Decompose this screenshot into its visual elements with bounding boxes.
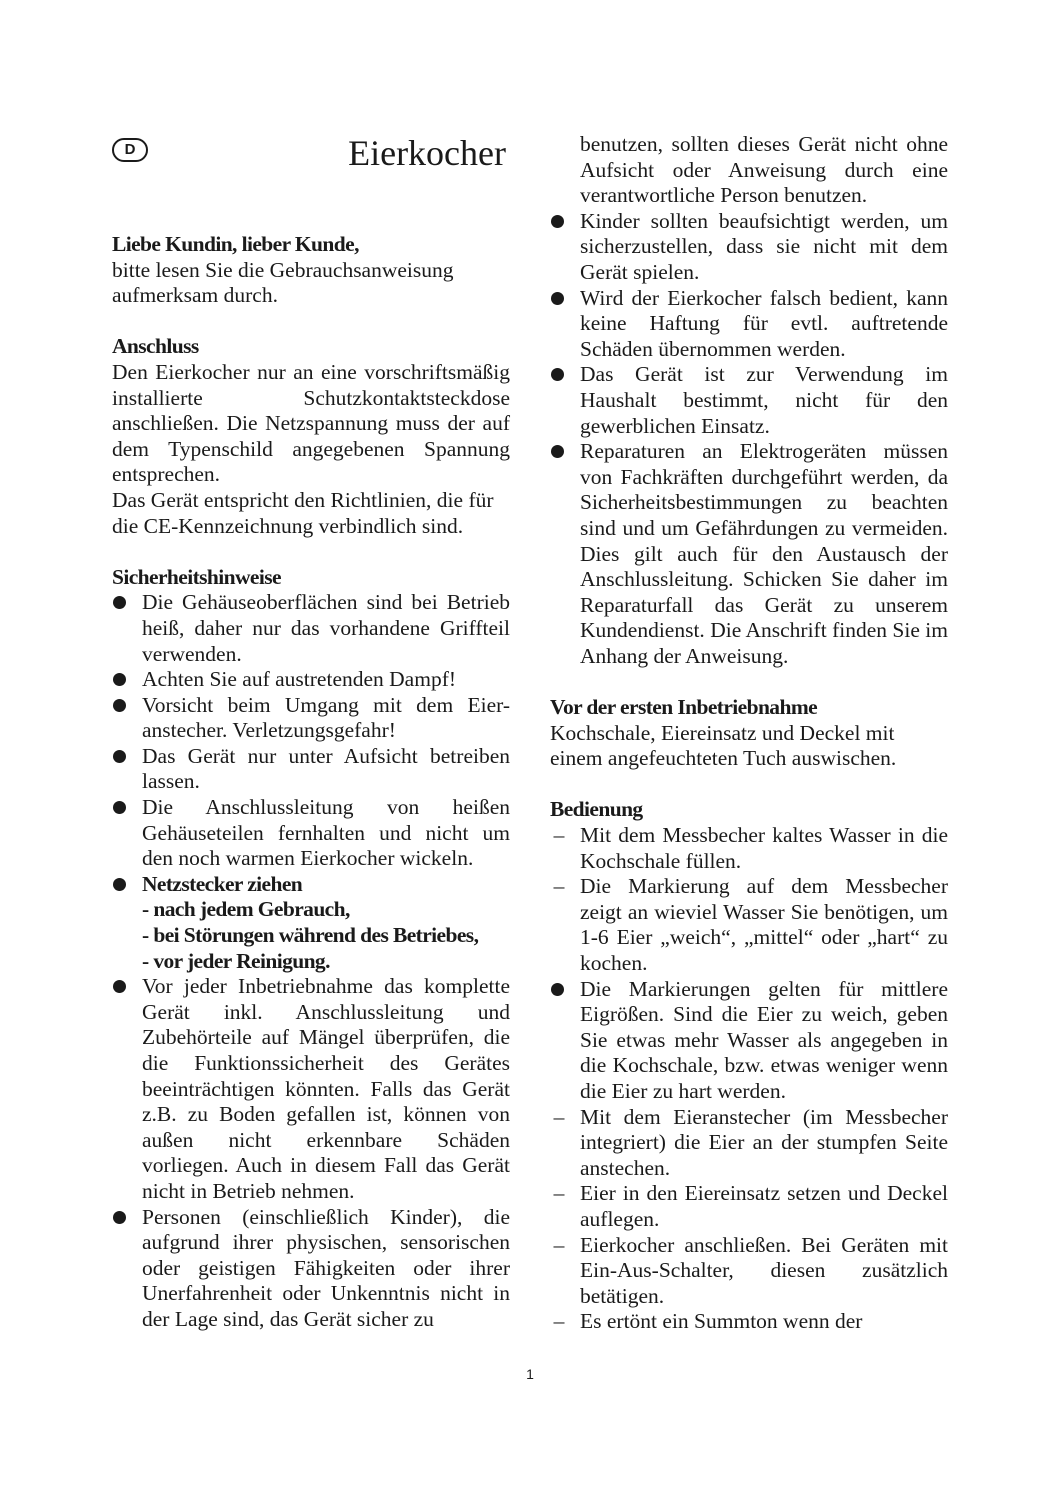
dash-marker: – bbox=[553, 1104, 565, 1129]
list-item-continuation: benutzen, sollten dieses Gerät nicht ohne Aufsicht oder Anweisung durch eine verantwortliche Person benutzen. bbox=[580, 132, 948, 208]
first-use-text: Kochschale, Eiereinsatz und Deckel mit einem angefeuchteten Tuch auswischen. bbox=[550, 720, 897, 771]
page-title: Eierkocher bbox=[348, 133, 506, 173]
unplug-title: Netzstecker ziehen bbox=[142, 871, 303, 896]
bullet-icon bbox=[113, 980, 126, 993]
bullet-icon bbox=[113, 699, 126, 712]
list-item: Die Markierungen gelten für mittlere Eigrößen. Sind die Eier zu weich, geben Sie etwas mehr Wasser als angegeben in die Kochschale, bzw. etwas weniger wenn die Eier zu hart werden. bbox=[550, 977, 948, 1105]
first-use-heading: Vor der ersten Inbetriebnahme bbox=[550, 695, 818, 720]
sub-list-item: - vor jeder Reinigung. bbox=[142, 948, 330, 973]
first-use-section bbox=[550, 695, 948, 772]
list-item: – Die Markierung auf dem Messbecher zeigt an wieviel Wasser Sie benötigen, um 1-6 Eier „weich“, „mittel“ oder „hart“ zu kochen. bbox=[553, 874, 948, 975]
safety-heading: Sicherheitshinweise bbox=[112, 564, 281, 589]
list-item: Vorsicht beim Umgang mit dem Eier-anstecher. Verletzungsgefahr! bbox=[112, 693, 510, 744]
safety-continued-section bbox=[550, 132, 948, 669]
operation-section bbox=[550, 797, 948, 1334]
safety-list bbox=[112, 590, 510, 1332]
greeting-heading: Liebe Kundin, lieber Kunde, bbox=[112, 232, 359, 256]
list-item: Personen (einschließlich Kinder), die aufgrund ihrer physischen, sensorischen oder geistigen Fähigkeiten oder ihrer Unerfahrenheit oder Unkenntnis nicht in der Lage sind, das Gerät sicher zu bbox=[112, 1205, 510, 1333]
page-number: 1 bbox=[526, 1366, 534, 1382]
connection-heading: Anschluss bbox=[112, 334, 199, 359]
safety-list-continued bbox=[550, 132, 948, 669]
safety-section bbox=[112, 565, 510, 1333]
connection-text: Den Eierkocher nur an eine vorschriftsmäßig installierte Schutzkontaktsteckdose anschließen. Die Netzspannung muss der auf dem Typenschild angegebenen Spannung entsprechen. bbox=[112, 359, 510, 487]
bullet-icon bbox=[551, 292, 564, 305]
list-item: Vor jeder Inbetriebnahme das komplette Gerät inkl. Anschlussleitung und Zubehörteile auf Mängel überprüfen, die die Funktionssicherheit des Gerätes beeinträchtigen könnten. Falls das Gerät z.B. zu Boden gefallen ist, können von außen nicht erkennbare Schäden vorliegen. Auch in diesem Fall das Gerät nicht in Betrieb nehmen. bbox=[112, 974, 510, 1204]
bullet-icon bbox=[551, 445, 564, 458]
language-badge: D bbox=[112, 138, 148, 162]
sub-list-item: - nach jedem Gebrauch, bbox=[142, 897, 350, 922]
list-item: – Es ertönt ein Summton wenn der bbox=[553, 1309, 863, 1334]
list-item: Reparaturen an Elektrogeräten müssen von Fachkräften durchgeführt werden, da Sicherheitsbestimmungen zu beachten sind und um Gefährdungen zu vermeiden. Dies gilt auch für den Austausch der Anschlussleitung. Schicken Sie daher im Reparaturfall das Gerät zu unserem Kundendienst. Die Anschrift finden Sie im Anhang der Anweisung. bbox=[550, 439, 948, 669]
list-item-unplug bbox=[112, 872, 510, 974]
dash-marker: – bbox=[553, 823, 565, 848]
unplug-sublist bbox=[142, 897, 510, 974]
list-item: Das Gerät nur unter Aufsicht betreiben lassen. bbox=[112, 744, 510, 795]
page-header bbox=[112, 133, 510, 175]
operation-list bbox=[550, 823, 948, 1335]
list-item: Das Gerät ist zur Verwendung im Haushalt bestimmt, nicht für den gewerblichen Einsatz. bbox=[550, 362, 948, 439]
dash-marker: – bbox=[553, 874, 565, 899]
bullet-icon bbox=[113, 878, 126, 891]
ce-text: Das Gerät entspricht den Richtlinien, die für die CE-Kennzeichnung verbindlich sind. bbox=[112, 487, 494, 538]
list-item: – Eier in den Eiereinsatz setzen und Deckel auflegen. bbox=[553, 1181, 948, 1231]
bullet-icon bbox=[113, 801, 126, 814]
list-item: – Eierkocher anschließen. Bei Geräten mit Ein-Aus-Schalter, diesen zusätzlich betätigen. bbox=[553, 1232, 948, 1308]
bullet-icon bbox=[113, 750, 126, 763]
dash-marker: – bbox=[553, 1232, 565, 1257]
bullet-icon bbox=[551, 983, 564, 996]
sub-list-item: - bei Störungen während des Betriebes, bbox=[142, 923, 479, 948]
bullet-icon bbox=[113, 673, 126, 686]
list-item: Die Anschlussleitung von heißen Gehäuseteilen fernhalten und nicht um den noch warmen Eierkocher wickeln. bbox=[112, 795, 510, 872]
bullet-icon bbox=[113, 596, 126, 609]
greeting-section bbox=[112, 232, 510, 309]
bullet-icon bbox=[551, 215, 564, 228]
list-item: Kinder sollten beaufsichtigt werden, um sicherzustellen, dass sie nicht mit dem Gerät spielen. bbox=[550, 209, 948, 286]
connection-section bbox=[112, 334, 510, 539]
greeting-text: bitte lesen Sie die Gebrauchsanweisung aufmerksam durch. bbox=[112, 257, 454, 308]
dash-marker: – bbox=[553, 1309, 565, 1334]
operation-heading: Bedienung bbox=[550, 797, 643, 822]
right-column bbox=[550, 132, 948, 1361]
list-item: Achten Sie auf austretenden Dampf! bbox=[112, 667, 510, 693]
dash-marker: – bbox=[553, 1181, 565, 1206]
list-item: Die Gehäuseoberflächen sind bei Betrieb heiß, daher nur das vorhandene Griffteil verwenden. bbox=[112, 590, 510, 667]
bullet-icon bbox=[551, 368, 564, 381]
left-column bbox=[112, 232, 510, 1358]
list-item: – Mit dem Messbecher kaltes Wasser in die Kochschale füllen. bbox=[553, 823, 948, 873]
list-item: Wird der Eierkocher falsch bedient, kann keine Haftung für evtl. auftretende Schäden übernommen werden. bbox=[550, 286, 948, 363]
bullet-icon bbox=[113, 1211, 126, 1224]
list-item: – Mit dem Eieranstecher (im Messbecher integriert) die Eier an der stumpfen Seite anstechen. bbox=[553, 1104, 948, 1180]
